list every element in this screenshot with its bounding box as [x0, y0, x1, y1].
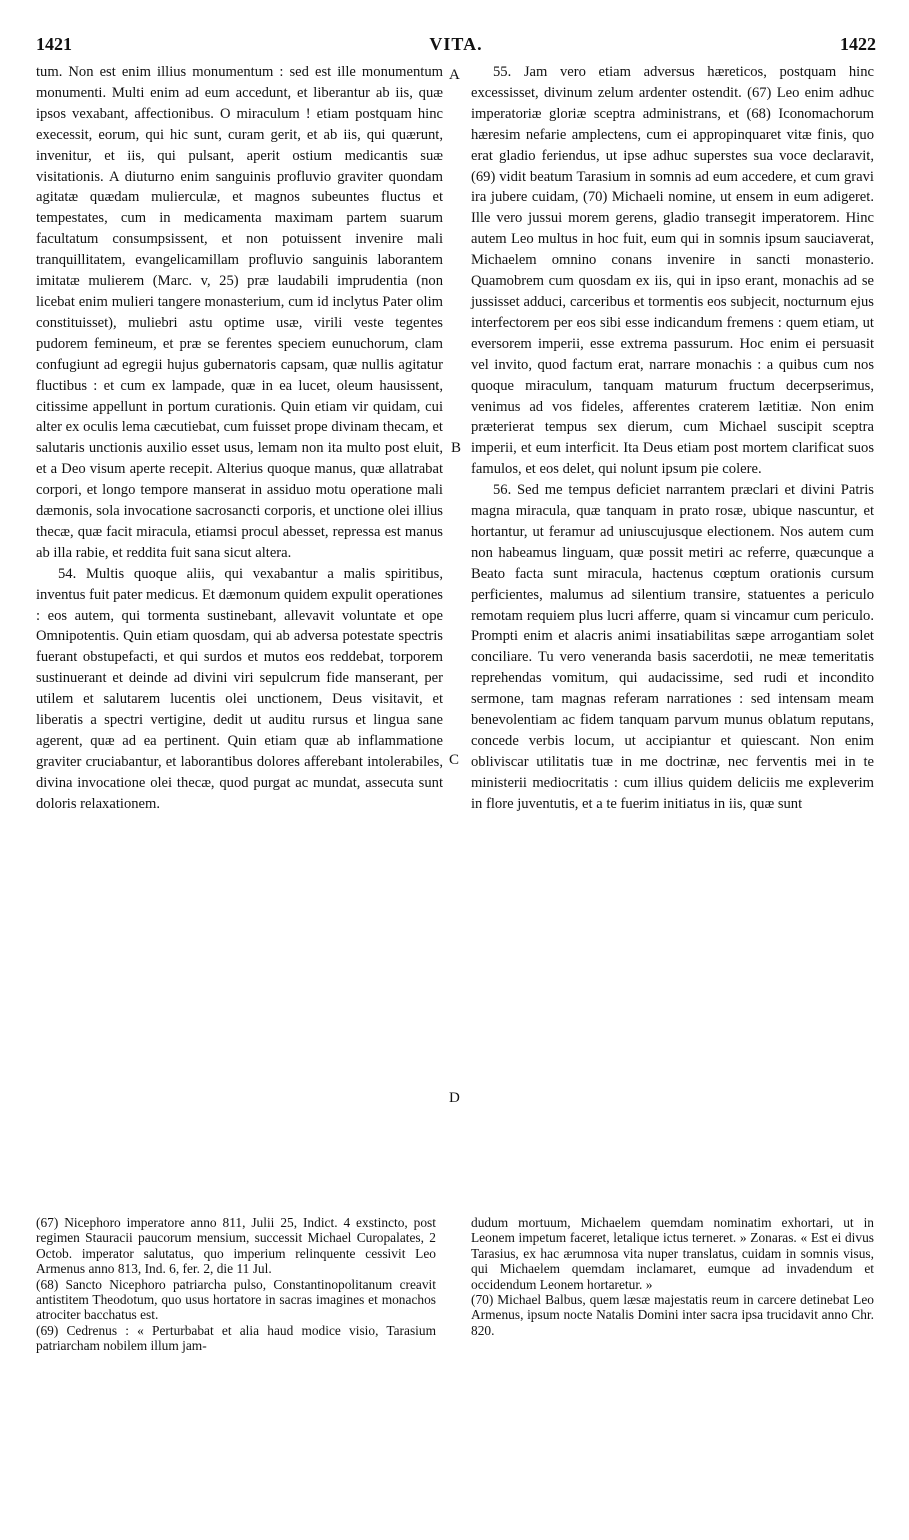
paragraph-55: 55. Jam vero etiam adversus hæreticos, postquam hinc excessisset, divinum zelum ardenter ostendit. (67) Leo enim adhuc imperatoriæ gloriæ sceptra administrans, et (68) Iconomachorum hæresim nefarie amplectens, cum ei appropinquaret vitæ finis, quo erat gladio feriendus, ut ipse adhuc superstes sua voce declaravit, (69) vidit beatum Tarasium in somnis ad eum accedere, et cum gravi ira jubere cuidam, (70) Michaeli nomine, ut ensem in eum adigeret. Ille vero jussui morem gerens, gladio transegit imperatorem. Hinc autem Leo multus in hoc fuit, eum qui in somnis ipsum sauciaverat, Michaelem omnino conans invenire in sancti monasterio. Quamobrem cum quosdam ex iis, qui in ipso erant, monachis ad se jussisset adduci, carceribus et tormentis eos subjecit, nocturnum ejus interfectorem per eos sibi esse indicandum fremens : quem etiam, ut eversorem imperii, esse extrema passurum. Hoc enim ei persuasit vel invito, quod factum erat, narrare monachis : a quibus cum nos quoque miraculum, tanquam maturum fructum decerpserimus, venimus ad vos fideles, afferentes craterem lætitiæ. Non enim præterierat tempus sex dierum, cum Michael suscipit sceptra imperii, et eum interficit. Ita Deus etiam post mortem clarificat suos famulos, et eos delet, qui nolunt ipsum pie colere. [471, 64, 874, 478]
margin-marker-c: C [449, 752, 460, 768]
footnote-69-continued: dudum mortuum, Michaelem quemdam nominatim exhortari, ut in Leonem impetum faceret, letalique ictus terneret. » Zonaras. « Est ei divus Tarasius, ex hac ærumnosa vita nuper translatus, cuidam in somnis visus, qui Michaelem quemdam inclamaret, eumque ad invadendum et occidendum Leonem hortaretur. » [471, 1215, 874, 1292]
footnote-68: (68) Sancto Nicephoro patriarcha pulso, Constantinopolitanum creavit antistitem Theodotum, quo usus hortatore in sacras imagines et monachos atrociter bacchatus est. [36, 1276, 436, 1323]
running-title: VITA. [429, 34, 483, 54]
left-column [36, 62, 443, 815]
footnote-69: (69) Cedrenus : « Perturbabat et alia haud modice visio, Tarasium patriarcham nobilem illum jam- [36, 1322, 436, 1354]
page-header [36, 34, 876, 58]
paragraph-54: 54. Multis quoque aliis, qui vexabantur a malis spiritibus, inventus fuit pater medicus. Et dæmonum quidem expulit operationes : eos autem, qui tormenta sustinebant, allevavit voluntate et ope Omnipotentis. Quin etiam quosdam, qui ab adversa potestate spectris fuerant obstupefacti, et qui surdos et mutos eos reddebat, torporem sustinuerant et deinde ad divini viri sepulcrum fide manserant, per utilem et salutarem lucentis olei unctionem, Deus visitavit, et liberatis a spectri vertigine, dedit ut auditu rursus et lingua sane agerent, quæ ad ea pertinent. Quin etiam quæ ab inflammatione graviter cruciabantur, et laborantibus dolores afferebant intolerabiles, divina invocatione olei thecæ, quod purgat ac mundat, assecuta sunt doloris relaxationem. [36, 565, 443, 812]
margin-marker-d: D [449, 1090, 460, 1106]
footnote-67: (67) Nicephoro imperatore anno 811, Julii 25, Indict. 4 exstincto, post regimen Stauracii paucorum mensium, successit Michael Curopalates, 2 Octob. imperator salutatus, quo imperium relinquente cessivit Leo Armenus anno 813, Ind. 6, fer. 2, die 11 Jul. [36, 1215, 436, 1277]
right-column [471, 62, 874, 815]
margin-marker-b: B [451, 440, 462, 456]
footnotes-right [471, 1215, 874, 1338]
footnote-70: (70) Michael Balbus, quem læsæ majestatis reum in carcere detinebat Leo Armenus, ipsum nocte Natalis Domini inter sacra ipsa trucidavit anno Chr. 820. [471, 1292, 874, 1338]
paragraph-53-continued: tum. Non est enim illius monumentum : sed est ille monumentum monumenti. Multi enim ad eum accedunt, et liberantur ab iis, quæ ipsos vexabant, affectionibus. O miraculum ! etiam postquam hinc execessit, eorum, qui hic sunt, curam gerit, et ab iis, qui quærunt, invenitur, et iis, qui pulsant, aperit ostium medicantis suæ visitationis. A diuturno enim sanguinis profluvio graviter quondam agitatæ quædam mulierculæ, et magnos subeuntes fluctus et tempestates, cum in medicamenta maximam partem suarum facultatum consumpsissent, et non potuissent invenire mali tranquillitatem, evangelicamillam profluvio sanguinis laborantem imitatæ mulierem (Marc. v, 25) præ laudabili imprudentia (non licebat enim mulieri tangere monasterium, cum id inclytus Pater olim constituisset), muliebri astu optime usæ, virili veste tegentes pudorem femineum, et præ se ferentes speciem eunuchorum, clam confugiunt ad egregii hujus gubernatoris capsam, quæ nullis agitatur fluctibus : et cum ex lampade, quæ in ea lucet, oleum hausissent, citissime appellunt in portum curationis. Quin etiam vir quidam, cui alter ex oculis lema cæcutiebat, cum fuisset prope divinam thecam, et salutaris unctionis auxilio esset usus, lemam non ita multo post eluit, et a Deo visum aperte recepit. Alterius quoque manus, quæ allatrabat corpori, et longo tempore manserat in assiduo motu operatione mali dæmonis, sola invocatione sacrosancti corporis, et unctione olei illius thecæ, quæ facit miracula, etiamsi procul abesset, repressa est manus ab illa rabie, et reddita fuit sana sicut altera. [36, 64, 443, 561]
paragraph-56: 56. Sed me tempus deficiet narrantem præclari et divini Patris magna miracula, quæ tanquam in prato rosæ, ubique nascuntur, et hortantur, ut feramur ad uniuscujusque electionem. Nos autem cum non habeamus linguam, quæ possit metiri ac referre, quæcunque a Beato facta sunt miracula, hactenus cœptum orationis cursum perficientes, malumus ad silentium transire, statuentes a periculo remotam requiem plus lucri afferre, quam si vincamur cum periculo. Prompti enim et alacris animi insatiabilitas sæpe arrogantiam solet conciliare. Tu vero veneranda basis sacerdotii, ne meæ temeritatis reprehendas vomitum, qui audacissime, sed rudi et incondito sermone, tam magnas referam narrationes : sed intensam meam benevolentiam ac fidem tanquam parvum munus oblatum reputans, concede verbis locum, ut accipiantur et quiescant. Non enim obliviscar utilitatis tuæ in me doctrinæ, nec ferventis mei in te ministerii mediocritatis : cum illius quidem deliciis me expleverim in flore juventutis, et a te fuerim initiatus in iis, quæ sunt [471, 482, 874, 812]
page-number-right: 1422 [840, 34, 876, 54]
footnotes-left [36, 1215, 436, 1354]
page-number-left: 1421 [36, 34, 72, 54]
margin-marker-a: A [449, 67, 460, 83]
